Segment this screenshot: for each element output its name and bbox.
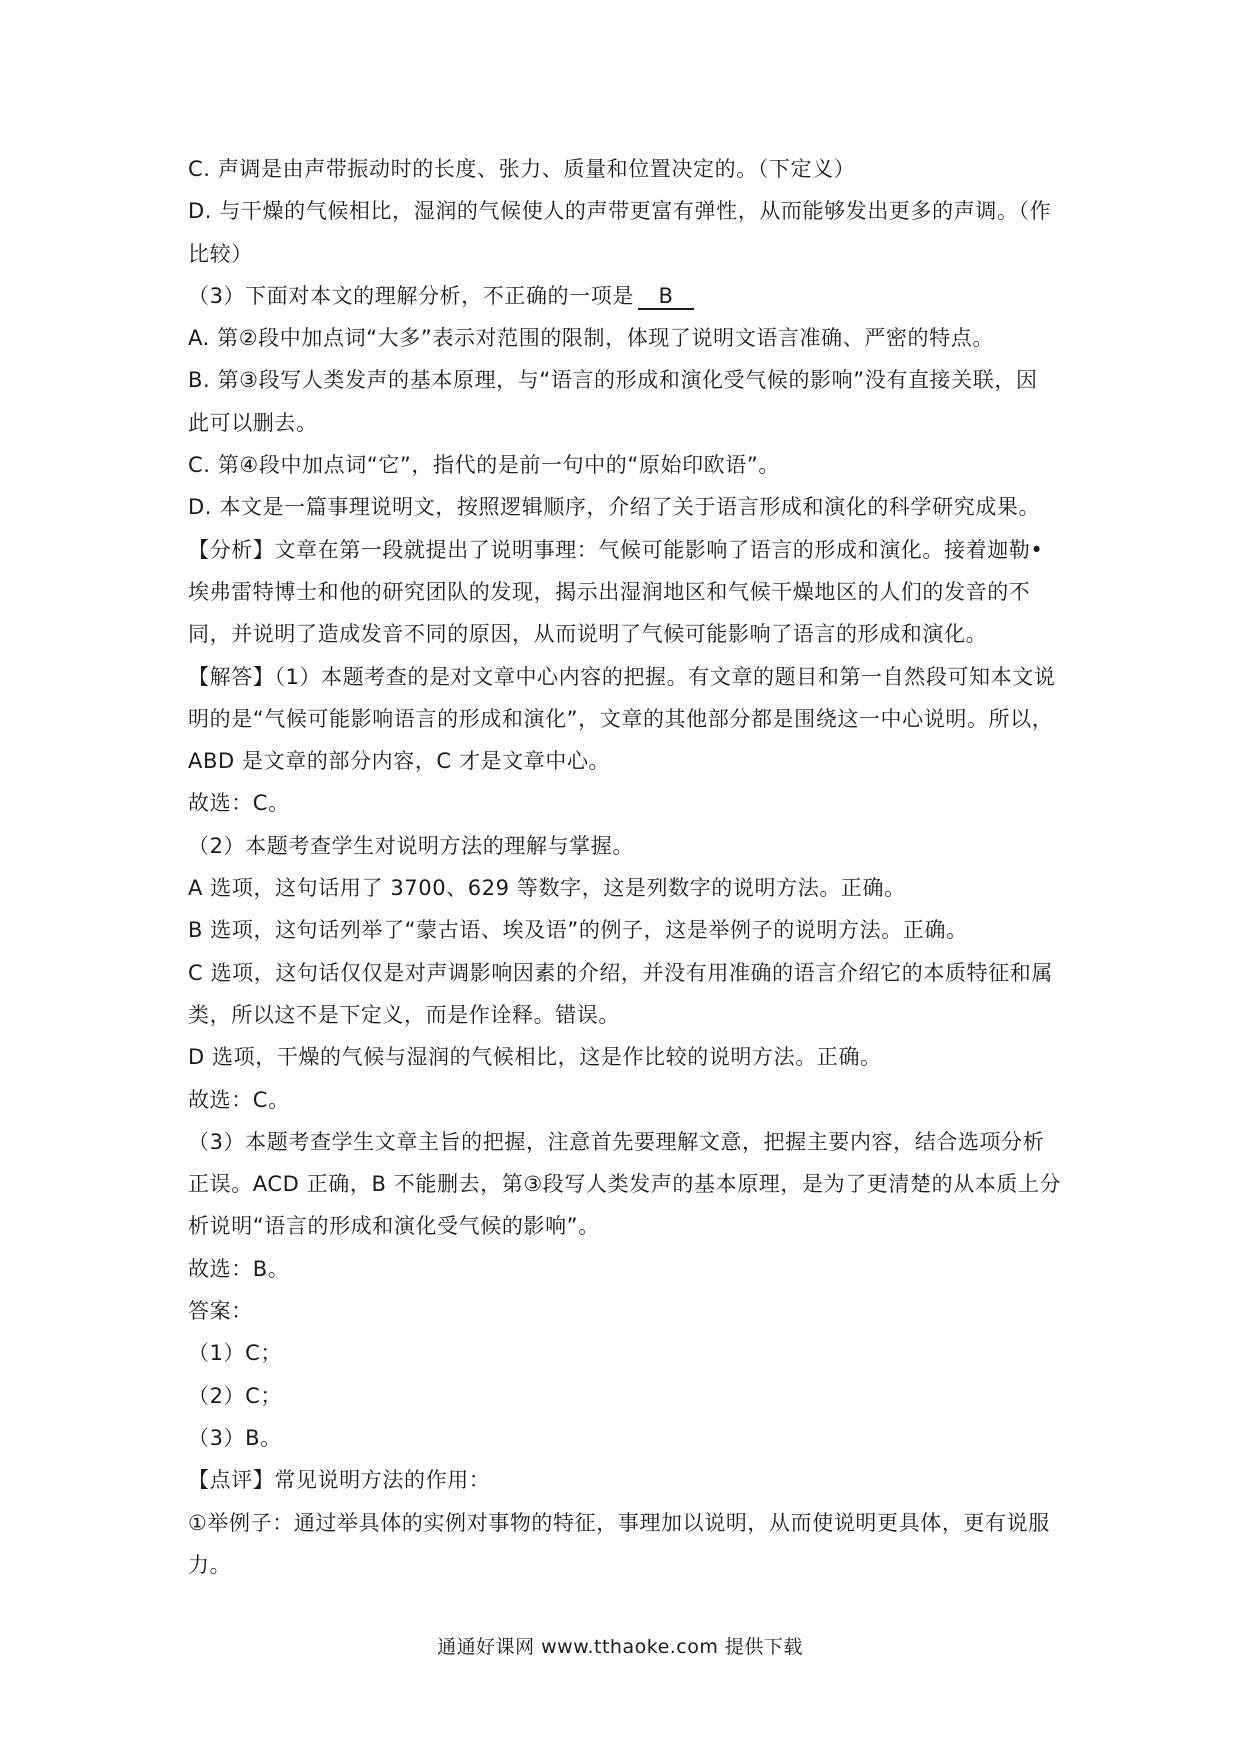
text-line: 同，并说明了造成发音不同的原因，从而说明了气候可能影响了语言的形成和演化。 [188,622,988,647]
text-line: 比较） [188,241,253,266]
answers-heading: 答案： [188,1299,253,1324]
analysis-line: 【分析】文章在第一段就提出了说明事理：气候可能影响了语言的形成和演化。接着迦勒• [188,537,1044,562]
text-line: 正误。ACD 正确，B 不能删去，第③段写人类发声的基本原理，是为了更清楚的从本质上分 [188,1172,1062,1197]
answer-blank: B [638,284,694,310]
page-footer: 通通好课网 www.tthaoke.com 提供下载 [437,1636,803,1658]
option-line: C. 第④段中加点词“它”，指代的是前一句中的“原始印欧语”。 [188,453,780,478]
choice-line: 故选：C。 [188,791,290,816]
option-line: B. 第③段写人类发声的基本原理，与“语言的形成和演化受气候的影响”没有直接关联，因 [188,368,1038,393]
text-line: 明的是“气候可能影响语言的形成和演化”，文章的其他部分都是围绕这一中心说明。所以， [188,706,1054,731]
text-line: B 选项，这句话列举了“蒙古语、埃及语”的例子，这是举例子的说明方法。正确。 [188,918,968,943]
text-line: C 选项，这句话仅仅是对声调影响因素的介绍，并没有用准确的语言介绍它的本质特征和属 [188,960,1053,985]
text-line: 类，所以这不是下定义，而是作诠释。错误。 [188,1002,620,1027]
answer-item: （1）C； [188,1341,283,1366]
text-line: D 选项，干燥的气候与湿润的气候相比，这是作比较的说明方法。正确。 [188,1045,882,1070]
text-line: C. 声调是由声带振动时的长度、张力、质量和位置决定的。（下定义） [188,157,856,181]
text-line: （2）本题考查学生对说明方法的理解与掌握。 [188,833,634,858]
choice-line: 故选：C。 [188,1087,290,1112]
text-line: A 选项，这句话用了 3700、629 等数字，这是列数字的说明方法。正确。 [188,876,906,901]
question-text: （3）下面对本文的理解分析，不正确的一项是 [188,283,634,308]
solution-line: 【解答】（1）本题考查的是对文章中心内容的把握。有文章的题目和第一自然段可知本文说 [188,664,1056,689]
comment-line: 【点评】常见说明方法的作用： [188,1468,491,1493]
text-line: 析说明“语言的形成和演化受气候的影响”。 [188,1214,600,1239]
choice-line: 故选：B。 [188,1256,290,1281]
option-line: D. 本文是一篇事理说明文，按照逻辑顺序，介绍了关于语言形成和演化的科学研究成果。 [188,495,1041,520]
question-line [188,275,1068,317]
document-body [188,148,1068,1586]
text-line: ①举例子：通过举具体的实例对事物的特征，事理加以说明，从而使说明更具体，更有说服 [188,1510,1050,1535]
text-line: （3）本题考查学生文章主旨的把握，注意首先要理解文意，把握主要内容，结合选项分析 [188,1129,1045,1154]
text-line: 此可以删去。 [188,410,318,435]
text-line: 力。 [188,1552,232,1577]
text-line: 埃弗雷特博士和他的研究团队的发现，揭示出湿润地区和气候干燥地区的人们的发音的不 [188,579,1031,604]
answer-item: （2）C； [188,1383,283,1408]
answer-item: （3）B。 [188,1425,282,1450]
text-line: ABD 是文章的部分内容，C 才是文章中心。 [188,749,611,774]
option-line: A. 第②段中加点词“大多”表示对范围的限制，体现了说明文语言准确、严密的特点。 [188,326,994,351]
text-line: D. 与干燥的气候相比，湿润的气候使人的声带更富有弹性，从而能够发出更多的声调。（作 [188,199,1052,224]
